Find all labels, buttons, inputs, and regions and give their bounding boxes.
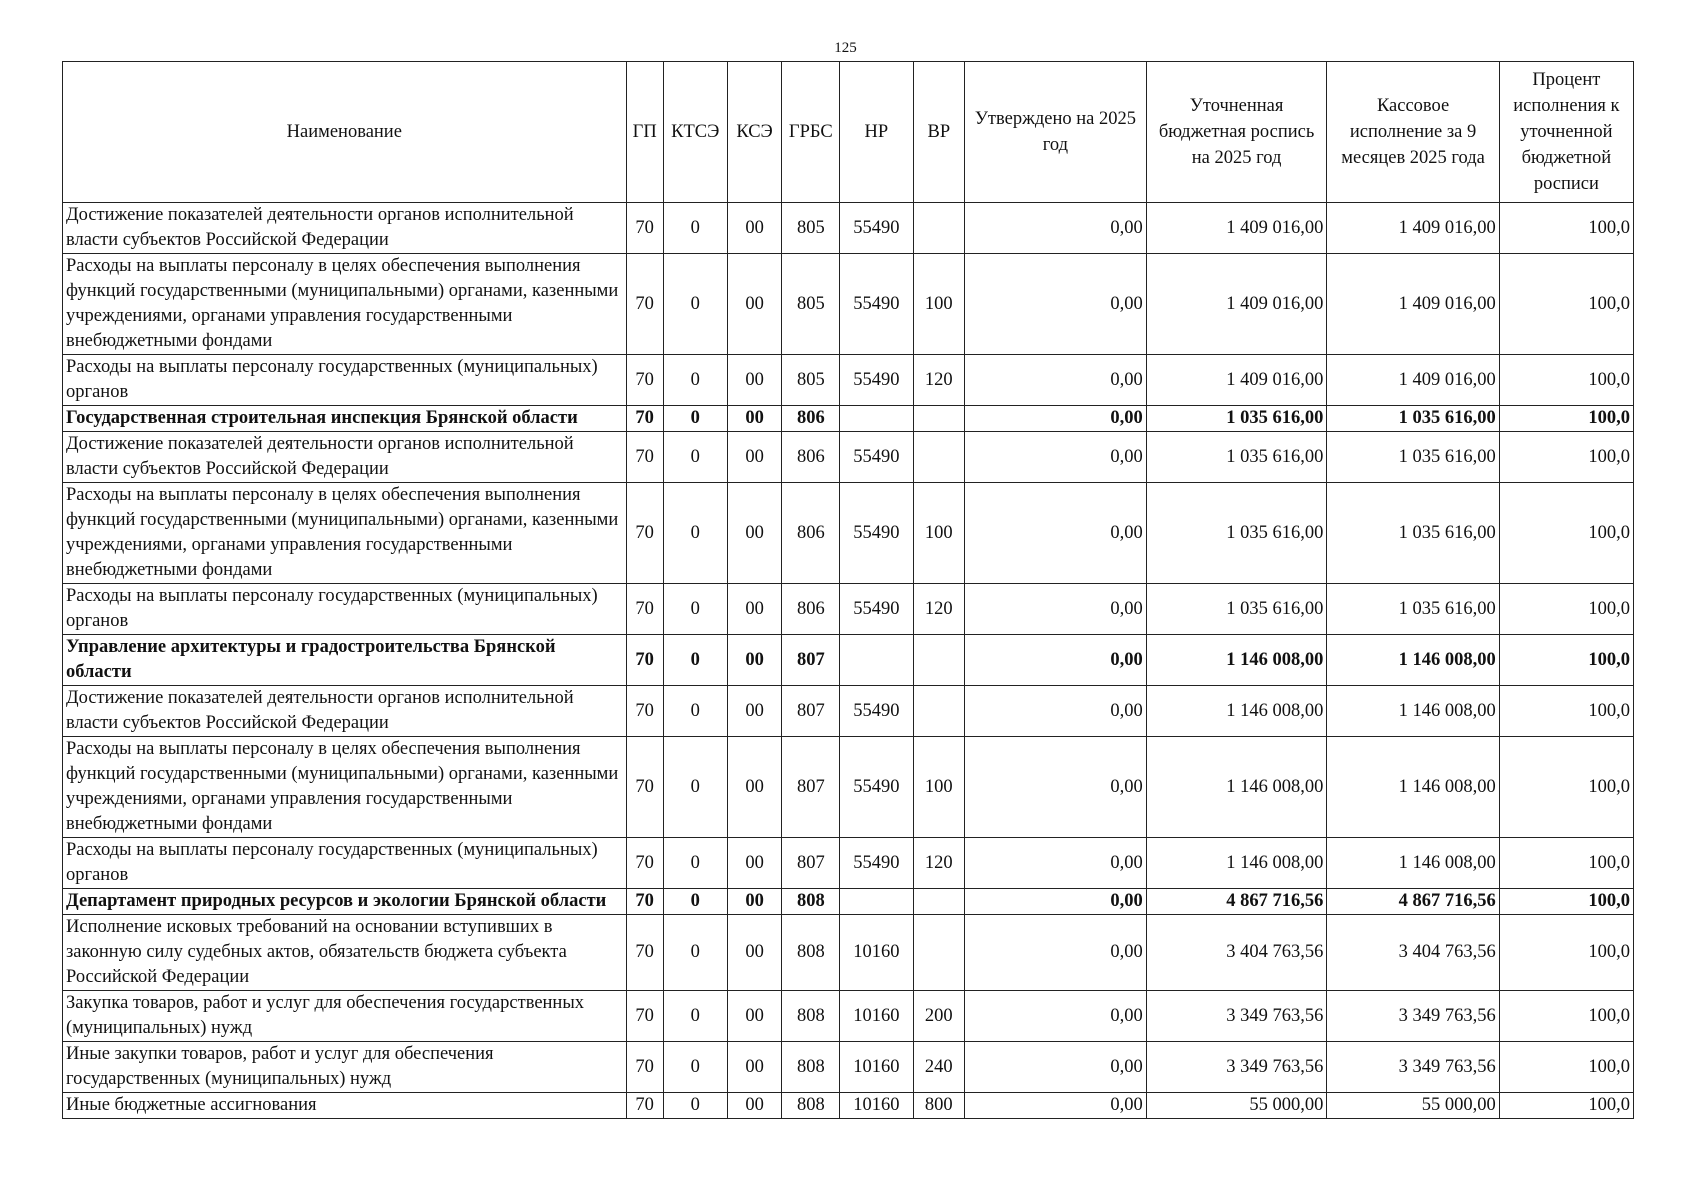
cell-gp: 70: [626, 686, 663, 737]
cell-percent: 100,0: [1499, 889, 1633, 915]
cell-cash: 3 349 763,56: [1327, 991, 1499, 1042]
cell-gp: 70: [626, 203, 663, 254]
table-row: [63, 432, 1634, 483]
cell-approved: 0,00: [965, 889, 1147, 915]
cell-gp: 70: [626, 483, 663, 584]
cell-nr: 55490: [840, 254, 913, 355]
cell-gp: 70: [626, 737, 663, 838]
table-row: [63, 991, 1634, 1042]
cell-gp: 70: [626, 584, 663, 635]
header-nr: НР: [840, 62, 913, 203]
cell-approved: 0,00: [965, 483, 1147, 584]
cell-gp: 70: [626, 889, 663, 915]
cell-ktse: 0: [663, 915, 727, 991]
cell-ktse: 0: [663, 1093, 727, 1119]
table-row: [63, 1042, 1634, 1093]
cell-name: Достижение показателей деятельности органов исполнительной власти субъектов Российской Федерации: [63, 203, 627, 254]
cell-nr: 10160: [840, 1042, 913, 1093]
cell-grbs: 808: [782, 1042, 840, 1093]
cell-percent: 100,0: [1499, 483, 1633, 584]
cell-nr: 55490: [840, 355, 913, 406]
cell-name: Расходы на выплаты персоналу государственных (муниципальных) органов: [63, 838, 627, 889]
header-percent: Процент исполнения к уточненной бюджетной росписи: [1499, 62, 1633, 203]
cell-approved: 0,00: [965, 584, 1147, 635]
cell-refined: 1 146 008,00: [1146, 737, 1327, 838]
cell-approved: 0,00: [965, 838, 1147, 889]
cell-vr: [913, 915, 965, 991]
cell-nr: [840, 889, 913, 915]
cell-approved: 0,00: [965, 1093, 1147, 1119]
cell-ktse: 0: [663, 483, 727, 584]
table-body: [63, 203, 1634, 1119]
cell-nr: 55490: [840, 686, 913, 737]
cell-name: Управление архитектуры и градостроительства Брянской области: [63, 635, 627, 686]
cell-gp: 70: [626, 991, 663, 1042]
cell-percent: 100,0: [1499, 584, 1633, 635]
cell-refined: 1 146 008,00: [1146, 686, 1327, 737]
cell-grbs: 806: [782, 584, 840, 635]
cell-kse: 00: [727, 838, 782, 889]
cell-refined: 1 035 616,00: [1146, 483, 1327, 584]
cell-nr: 10160: [840, 915, 913, 991]
cell-approved: 0,00: [965, 203, 1147, 254]
table-row: [63, 355, 1634, 406]
header-ktse: КТСЭ: [663, 62, 727, 203]
cell-kse: 00: [727, 355, 782, 406]
cell-name: Департамент природных ресурсов и экологии Брянской области: [63, 889, 627, 915]
cell-ktse: 0: [663, 737, 727, 838]
cell-cash: 1 146 008,00: [1327, 838, 1499, 889]
cell-vr: 100: [913, 737, 965, 838]
table-row: [63, 686, 1634, 737]
cell-refined: 1 409 016,00: [1146, 203, 1327, 254]
header-refined: Уточненная бюджетная роспись на 2025 год: [1146, 62, 1327, 203]
cell-percent: 100,0: [1499, 432, 1633, 483]
cell-gp: 70: [626, 635, 663, 686]
cell-vr: 120: [913, 584, 965, 635]
cell-name: Расходы на выплаты персоналу государственных (муниципальных) органов: [63, 584, 627, 635]
cell-name: Закупка товаров, работ и услуг для обеспечения государственных (муниципальных) нужд: [63, 991, 627, 1042]
cell-nr: 55490: [840, 584, 913, 635]
cell-nr: 10160: [840, 1093, 913, 1119]
cell-percent: 100,0: [1499, 686, 1633, 737]
cell-cash: 1 035 616,00: [1327, 432, 1499, 483]
cell-ktse: 0: [663, 1042, 727, 1093]
cell-ktse: 0: [663, 406, 727, 432]
cell-cash: 1 035 616,00: [1327, 406, 1499, 432]
table-row-total: [63, 635, 1634, 686]
cell-grbs: 808: [782, 889, 840, 915]
header-cash: Кассовое исполнение за 9 месяцев 2025 года: [1327, 62, 1499, 203]
cell-name: Достижение показателей деятельности органов исполнительной власти субъектов Российской Федерации: [63, 686, 627, 737]
cell-approved: 0,00: [965, 991, 1147, 1042]
cell-refined: 3 404 763,56: [1146, 915, 1327, 991]
cell-refined: 1 146 008,00: [1146, 635, 1327, 686]
cell-nr: 55490: [840, 203, 913, 254]
cell-ktse: 0: [663, 355, 727, 406]
cell-gp: 70: [626, 254, 663, 355]
cell-approved: 0,00: [965, 915, 1147, 991]
page-number: 125: [834, 40, 857, 56]
cell-approved: 0,00: [965, 355, 1147, 406]
cell-percent: 100,0: [1499, 355, 1633, 406]
table-row: [63, 203, 1634, 254]
header-name: Наименование: [63, 62, 627, 203]
cell-ktse: 0: [663, 635, 727, 686]
cell-grbs: 807: [782, 686, 840, 737]
cell-grbs: 805: [782, 254, 840, 355]
cell-vr: [913, 406, 965, 432]
cell-cash: 1 146 008,00: [1327, 737, 1499, 838]
table-row: [63, 254, 1634, 355]
cell-percent: 100,0: [1499, 635, 1633, 686]
cell-approved: 0,00: [965, 1042, 1147, 1093]
cell-grbs: 806: [782, 432, 840, 483]
cell-nr: 55490: [840, 838, 913, 889]
cell-grbs: 806: [782, 406, 840, 432]
header-row: [63, 62, 1634, 203]
cell-name: Достижение показателей деятельности органов исполнительной власти субъектов Российской Федерации: [63, 432, 627, 483]
cell-cash: 55 000,00: [1327, 1093, 1499, 1119]
cell-grbs: 805: [782, 355, 840, 406]
cell-vr: 240: [913, 1042, 965, 1093]
cell-kse: 00: [727, 635, 782, 686]
cell-kse: 00: [727, 432, 782, 483]
cell-ktse: 0: [663, 991, 727, 1042]
cell-vr: 100: [913, 483, 965, 584]
cell-gp: 70: [626, 1042, 663, 1093]
header-gp: ГП: [626, 62, 663, 203]
cell-grbs: 808: [782, 915, 840, 991]
cell-kse: 00: [727, 483, 782, 584]
cell-refined: 4 867 716,56: [1146, 889, 1327, 915]
cell-name: Расходы на выплаты персоналу в целях обеспечения выполнения функций государственными (муниципальными) органами, казенными учреждениями, органами управления государственными внебюджетными фондами: [63, 483, 627, 584]
table-row-total: [63, 889, 1634, 915]
cell-ktse: 0: [663, 889, 727, 915]
cell-refined: 3 349 763,56: [1146, 991, 1327, 1042]
table-row: [63, 838, 1634, 889]
header-grbs: ГРБС: [782, 62, 840, 203]
cell-gp: 70: [626, 838, 663, 889]
cell-approved: 0,00: [965, 432, 1147, 483]
cell-vr: [913, 686, 965, 737]
cell-approved: 0,00: [965, 406, 1147, 432]
cell-percent: 100,0: [1499, 991, 1633, 1042]
cell-nr: 55490: [840, 432, 913, 483]
cell-cash: 3 404 763,56: [1327, 915, 1499, 991]
cell-vr: 200: [913, 991, 965, 1042]
cell-refined: 3 349 763,56: [1146, 1042, 1327, 1093]
cell-ktse: 0: [663, 838, 727, 889]
cell-approved: 0,00: [965, 737, 1147, 838]
cell-percent: 100,0: [1499, 203, 1633, 254]
cell-refined: 1 035 616,00: [1146, 432, 1327, 483]
cell-grbs: 807: [782, 737, 840, 838]
cell-ktse: 0: [663, 432, 727, 483]
cell-gp: 70: [626, 1093, 663, 1119]
cell-refined: 1 409 016,00: [1146, 355, 1327, 406]
cell-percent: 100,0: [1499, 838, 1633, 889]
cell-vr: 120: [913, 838, 965, 889]
cell-refined: 1 146 008,00: [1146, 838, 1327, 889]
cell-grbs: 805: [782, 203, 840, 254]
cell-vr: [913, 889, 965, 915]
cell-vr: [913, 203, 965, 254]
cell-kse: 00: [727, 915, 782, 991]
cell-percent: 100,0: [1499, 915, 1633, 991]
cell-ktse: 0: [663, 203, 727, 254]
cell-vr: [913, 432, 965, 483]
cell-nr: [840, 635, 913, 686]
cell-kse: 00: [727, 686, 782, 737]
cell-refined: 55 000,00: [1146, 1093, 1327, 1119]
cell-cash: 1 146 008,00: [1327, 635, 1499, 686]
cell-nr: 55490: [840, 483, 913, 584]
cell-gp: 70: [626, 406, 663, 432]
cell-vr: 100: [913, 254, 965, 355]
cell-grbs: 806: [782, 483, 840, 584]
cell-gp: 70: [626, 355, 663, 406]
cell-refined: 1 409 016,00: [1146, 254, 1327, 355]
cell-cash: 1 409 016,00: [1327, 203, 1499, 254]
cell-cash: 1 035 616,00: [1327, 483, 1499, 584]
cell-kse: 00: [727, 1042, 782, 1093]
cell-name: Расходы на выплаты персоналу в целях обеспечения выполнения функций государственными (муниципальными) органами, казенными учреждениями, органами управления государственными внебюджетными фондами: [63, 737, 627, 838]
cell-approved: 0,00: [965, 686, 1147, 737]
cell-cash: 4 867 716,56: [1327, 889, 1499, 915]
cell-kse: 00: [727, 406, 782, 432]
cell-kse: 00: [727, 991, 782, 1042]
table-row: [63, 737, 1634, 838]
cell-ktse: 0: [663, 254, 727, 355]
cell-kse: 00: [727, 889, 782, 915]
table-row: [63, 1093, 1634, 1119]
cell-percent: 100,0: [1499, 737, 1633, 838]
cell-cash: 1 409 016,00: [1327, 254, 1499, 355]
cell-nr: 10160: [840, 991, 913, 1042]
cell-nr: [840, 406, 913, 432]
cell-ktse: 0: [663, 584, 727, 635]
cell-percent: 100,0: [1499, 1042, 1633, 1093]
cell-grbs: 808: [782, 991, 840, 1042]
cell-grbs: 807: [782, 635, 840, 686]
cell-approved: 0,00: [965, 635, 1147, 686]
header-vr: ВР: [913, 62, 965, 203]
cell-kse: 00: [727, 1093, 782, 1119]
header-kse: КСЭ: [727, 62, 782, 203]
cell-cash: 1 409 016,00: [1327, 355, 1499, 406]
cell-ktse: 0: [663, 686, 727, 737]
cell-kse: 00: [727, 737, 782, 838]
header-approved: Утверждено на 2025 год: [965, 62, 1147, 203]
cell-name: Расходы на выплаты персоналу государственных (муниципальных) органов: [63, 355, 627, 406]
cell-grbs: 807: [782, 838, 840, 889]
cell-gp: 70: [626, 432, 663, 483]
cell-kse: 00: [727, 203, 782, 254]
cell-kse: 00: [727, 254, 782, 355]
budget-table: [62, 61, 1634, 1119]
cell-name: Исполнение исковых требований на основании вступивших в законную силу судебных актов, обязательств бюджета субъекта Российской Федерации: [63, 915, 627, 991]
cell-cash: 1 035 616,00: [1327, 584, 1499, 635]
cell-cash: 3 349 763,56: [1327, 1042, 1499, 1093]
cell-kse: 00: [727, 584, 782, 635]
cell-vr: [913, 635, 965, 686]
cell-name: Иные бюджетные ассигнования: [63, 1093, 627, 1119]
cell-name: Государственная строительная инспекция Брянской области: [63, 406, 627, 432]
cell-percent: 100,0: [1499, 254, 1633, 355]
cell-name: Иные закупки товаров, работ и услуг для обеспечения государственных (муниципальных) нужд: [63, 1042, 627, 1093]
cell-refined: 1 035 616,00: [1146, 406, 1327, 432]
cell-vr: 120: [913, 355, 965, 406]
cell-vr: 800: [913, 1093, 965, 1119]
cell-percent: 100,0: [1499, 1093, 1633, 1119]
cell-approved: 0,00: [965, 254, 1147, 355]
cell-grbs: 808: [782, 1093, 840, 1119]
cell-percent: 100,0: [1499, 406, 1633, 432]
table-row: [63, 584, 1634, 635]
table-row-total: [63, 406, 1634, 432]
cell-cash: 1 146 008,00: [1327, 686, 1499, 737]
cell-refined: 1 035 616,00: [1146, 584, 1327, 635]
cell-nr: 55490: [840, 737, 913, 838]
cell-name: Расходы на выплаты персоналу в целях обеспечения выполнения функций государственными (муниципальными) органами, казенными учреждениями, органами управления государственными внебюджетными фондами: [63, 254, 627, 355]
cell-gp: 70: [626, 915, 663, 991]
table-row: [63, 915, 1634, 991]
table-row: [63, 483, 1634, 584]
